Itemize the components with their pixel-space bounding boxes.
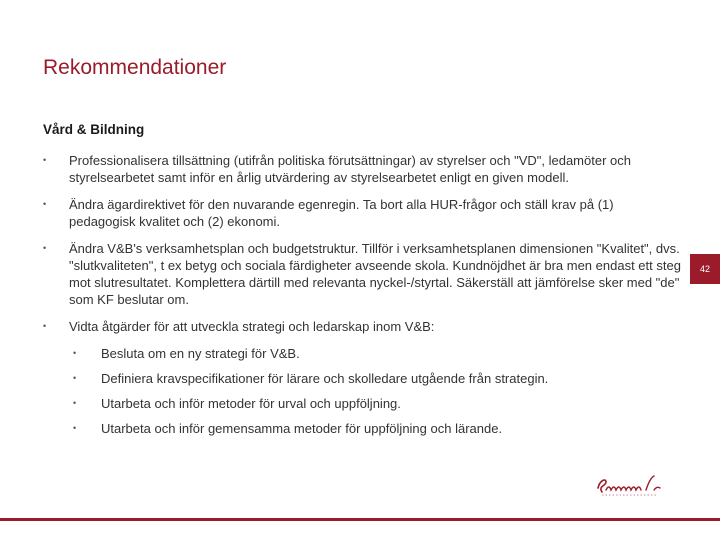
list-item-text: Ändra V&B's verksamhetsplan och budgetstruktur. Tillför i verksamhetsplanen dimensionen "Kvalitet", dvs. "slutkvaliteten", t ex betyg och sociala färdigheter avseende skola. Kundnöjdhet är bra men endast ett steg mot slutresultatet. Komplettera därtill med relevanta nyckel-/styrtal. Säkerställ att jämförelse sker med "de" som KF beslutar om. — [69, 241, 681, 307]
section-heading: Vård & Bildning — [43, 122, 145, 137]
bullet-icon: • — [43, 321, 47, 331]
sub-list-item — [43, 370, 683, 387]
sub-list-item-text: Definiera kravspecifikationer för lärare och skolledare utgående från strategin. — [101, 371, 549, 386]
list-item — [43, 240, 683, 308]
bullet-list — [43, 152, 683, 445]
sub-list-item — [43, 395, 683, 412]
footer-bar — [0, 518, 720, 521]
bullet-icon: • — [73, 373, 77, 383]
sub-bullet-list — [43, 345, 683, 437]
list-item-text: Ändra ägardirektivet för den nuvarande egenregin. Ta bort alla HUR-frågor och ställ krav på (1) pedagogisk kvalitet och (2) ekonomi. — [69, 197, 614, 229]
page-number: 42 — [699, 264, 710, 274]
sub-list-item-text: Utarbeta och inför gemensamma metoder för uppföljning och lärande. — [101, 421, 503, 436]
sub-list-item-text: Besluta om en ny strategi för V&B. — [101, 346, 300, 361]
page-number-badge — [690, 254, 720, 284]
list-item — [43, 152, 683, 186]
list-item — [43, 196, 683, 230]
sub-list-item — [43, 420, 683, 437]
list-item — [43, 318, 683, 335]
bullet-icon: • — [43, 155, 47, 165]
bullet-icon: • — [73, 398, 77, 408]
bullet-icon: • — [43, 199, 47, 209]
slide-title: Rekommendationer — [43, 56, 227, 79]
company-logo — [594, 470, 664, 498]
bullet-icon: • — [73, 423, 77, 433]
sub-list-item-text: Utarbeta och inför metoder för urval och uppföljning. — [101, 396, 401, 411]
list-item-text: Vidta åtgärder för att utveckla strategi och ledarskap inom V&B: — [69, 319, 435, 334]
bullet-icon: • — [73, 348, 77, 358]
sub-list-item — [43, 345, 683, 362]
list-item-text: Professionalisera tillsättning (utifrån politiska förutsättningar) av styrelser och "VD", ledamöter och styrelsearbetet samt inför en årlig utvärdering av styrelsearbetet enligt en given modell. — [69, 153, 631, 185]
bullet-icon: • — [43, 243, 47, 253]
